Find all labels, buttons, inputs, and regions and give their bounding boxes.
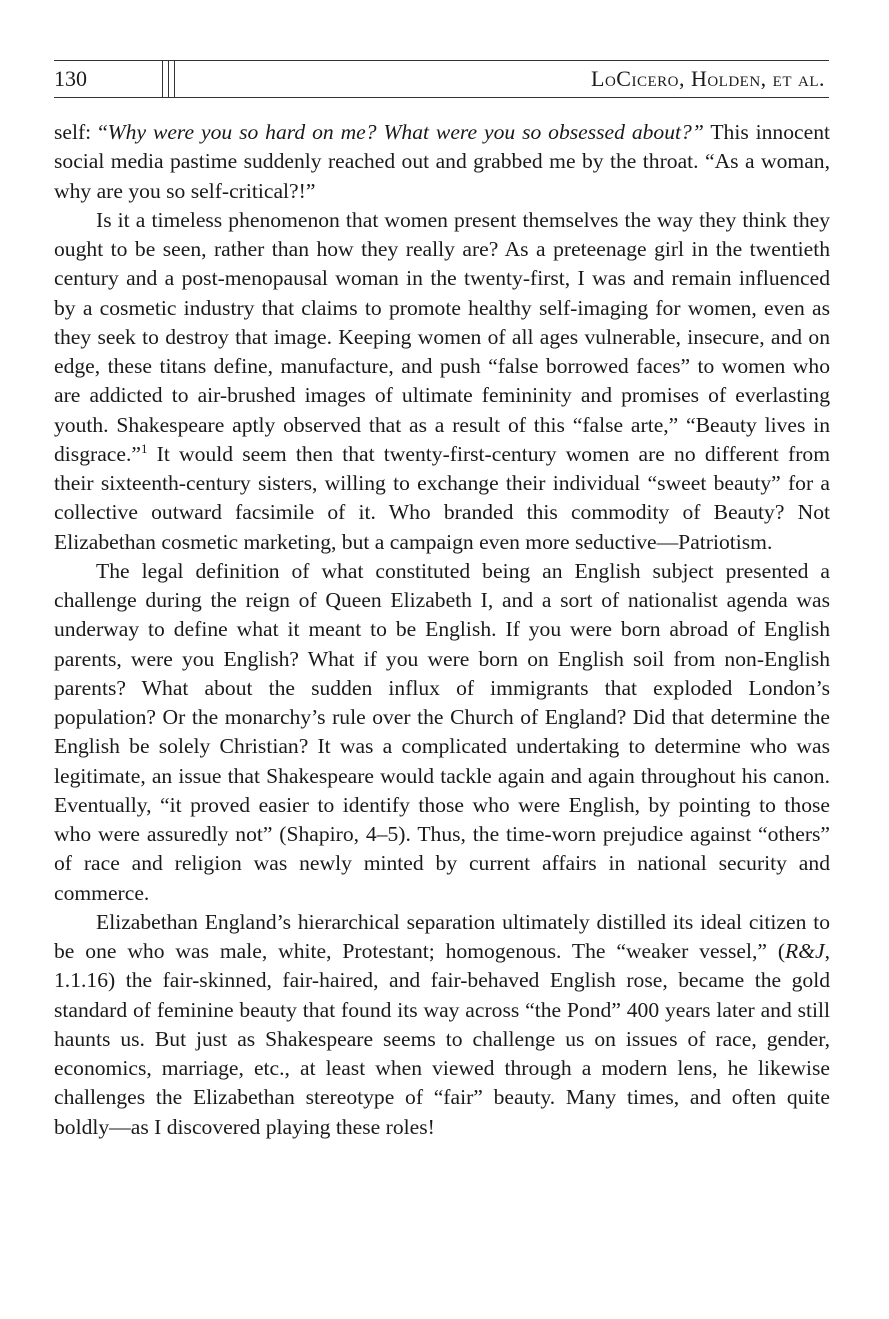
paragraph-4 [54, 908, 830, 1142]
page-number: 130 [54, 66, 87, 91]
paragraph-1 [54, 118, 830, 206]
running-head-authors: LoCicero, Holden, et al. [591, 66, 825, 91]
paragraph-4-lead: Elizabethan England’s hierarchical separation ultimately distilled its ideal citizen to be one who was male, white, Protestant; homogenous. The “weaker vessel,” ( [54, 909, 830, 963]
paragraph-2-lead: Is it a timeless phenomenon that women present themselves the way they think they ought to be seen, rather than how they really are? As a preteenage girl in the twentieth century and a post-menopausal woman in the twenty-first, I was and remain influenced by a cosmetic industry that claims to promote healthy self-imaging for women, even as they seek to destroy that image. Keeping women of all ages vulnerable, insecure, and on edge, these titans define, manufacture, and push “false borrowed faces” to women who are addicted to air-brushed images of ultimate femininity and promises of everlasting youth. Shakespeare aptly observed that as a result of this “false arte,” “Beauty lives in disgrace.” [54, 207, 830, 466]
paragraph-2-rest: It would seem then that twenty-first-century women are no different from their sixteenth-century sisters, willing to exchange their individual “sweet beauty” for a collective outward facsimile of it. Who branded this commodity of Beauty? Not Elizabethan cosmetic marketing, but a campaign even more seductive—Patriotism. [54, 441, 830, 554]
header-divider-1 [162, 61, 163, 97]
header-divider-3 [174, 61, 175, 97]
running-header [54, 60, 829, 98]
paragraph-4-citation: R&J [785, 939, 825, 963]
paragraph-2 [54, 206, 830, 557]
paragraph-1-rest: This innocent social media pastime suddenly reached out and grabbed me by the throat. “As a woman, why are you so self-critical?!” [54, 120, 830, 203]
paragraph-1-lead: self: “ [54, 120, 108, 144]
paragraph-3: The legal definition of what constituted being an English subject presented a challenge during the reign of Queen Elizabeth I, and a sort of nationalist agenda was underway to define what it meant to be English. If you were born abroad of English parents, were you English? What if you were born on English soil from non-English parents? What about the sudden influx of immigrants that exploded London’s population? Or the monarchy’s rule over the Church of England? Did that determine the English be solely Christian? It was a complicated undertaking to determine who was legitimate, an issue that Shakespeare would tackle again and again throughout his canon. Eventually, “it proved easier to identify those who were English, by pointing to those who were assuredly not” (Shapiro, 4–5). Thus, the time-worn prejudice against “others” of race and religion was newly minted by current affairs in national security and commerce. [54, 558, 830, 905]
paragraph-1-quote: Why were you so hard on me? What were you so obsessed about?” [107, 120, 704, 144]
header-divider-2 [168, 61, 169, 97]
footnote-marker-1[interactable]: 1 [140, 440, 148, 456]
paragraph-4-rest: , 1.1.16) the fair-skinned, fair-haired, and fair-behaved English rose, became the gold standard of feminine beauty that found its way across “the Pond” 400 years later and still haunts us. But just as Shakespeare seems to challenge us on issues of race, gender, economics, marriage, etc., at least when viewed through a modern lens, he likewise challenges the Elizabethan stereotype of “fair” beauty. Many times, and often quite boldly—as I discovered playing these roles! [54, 939, 830, 1139]
body-text [54, 118, 830, 1142]
